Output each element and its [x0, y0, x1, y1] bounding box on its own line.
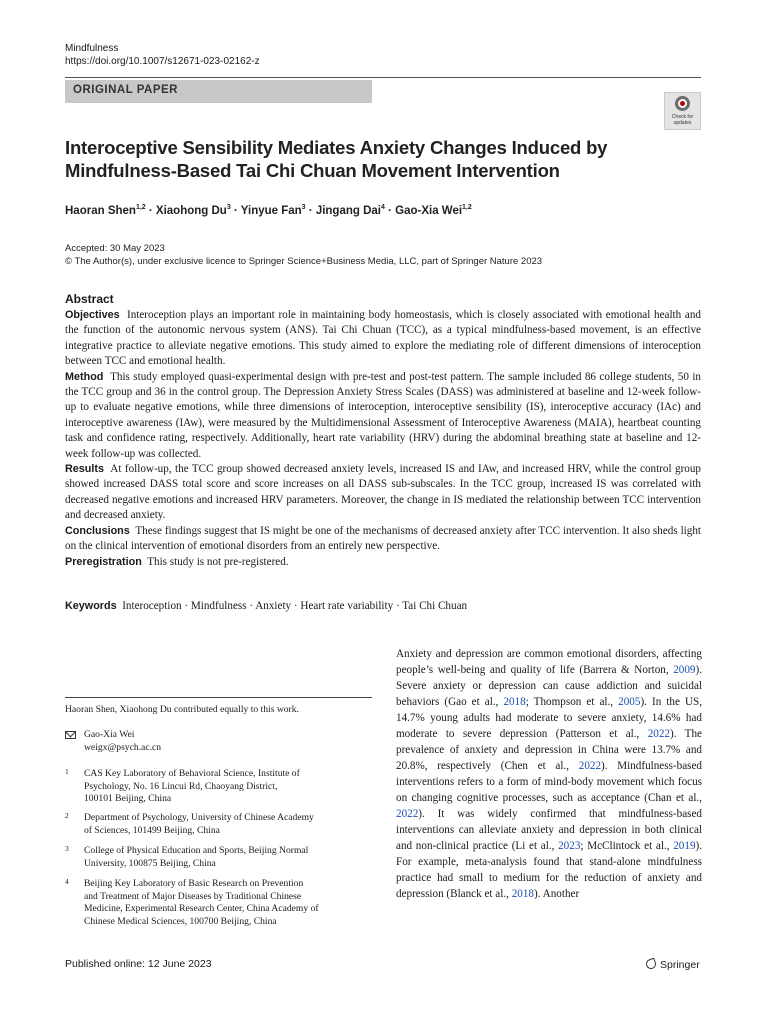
affiliation-line: CAS Key Laboratory of Behavioral Science, Institute of — [84, 768, 300, 779]
abstract-conclusions: Conclusions These findings suggest that IS might be one of the mechanisms of decreased anxiety after TCC intervention. It also sheds light on the clinical intervention of emotional disorders from an entirely new perspective. — [65, 524, 701, 553]
keywords-text: Interoception · Mindfulness · Anxiety · Heart rate variability · Tai Chi Chuan — [122, 600, 468, 612]
corresponding-email[interactable]: weigx@psych.ac.cn — [84, 741, 162, 753]
accepted-date: Accepted: 30 May 2023 — [65, 243, 165, 254]
citation-link[interactable]: 2023 — [558, 840, 581, 852]
body-text-segment: ; Thompson et al., — [525, 696, 619, 708]
affiliation-line: Medicine, Experimental Research Center, China Academy of — [84, 903, 319, 915]
badge-label-2: updates — [673, 120, 692, 126]
body-paragraph — [396, 646, 702, 902]
abstract-body — [65, 308, 701, 570]
affiliation-number: 2 — [65, 811, 69, 820]
author-name[interactable]: Jingang Dai — [315, 204, 381, 217]
affiliation-number: 1 — [65, 767, 69, 776]
citation-link[interactable]: 2018 — [503, 696, 526, 708]
article-dates — [65, 243, 542, 268]
affiliation-number: 3 — [65, 844, 69, 853]
envelope-icon — [65, 731, 76, 739]
body-text-segment: ). Mindfulness-based interventions refers to a form of mind-body movement which focus on changing cognitive processes, such as acceptance (Chan et al., — [396, 760, 703, 804]
abstract-objectives: Objectives Interoception plays an important role in maintaining body homeostasis, which is closely associated with emotional health and the function of the autonomic nervous system (ANS). Tai Chi Chuan (TCC), as a typical mindfulness-based movement, is an effective integrative practice to alleviate negative emotions. This study aimed to explore the mediating role of different dimensions of interoception between TCC and emotional health. — [65, 309, 701, 368]
article-type-label: ORIGINAL PAPER — [73, 84, 178, 96]
equal-contribution-note: Haoran Shen, Xiaohong Du contributed equally to this work. — [65, 704, 299, 715]
publisher-logo — [646, 959, 700, 971]
citation-link[interactable]: 2022 — [647, 728, 670, 740]
affiliation-line: and Treatment of Major Diseases by Traditional Chinese — [84, 890, 302, 902]
body-text-segment: ). In the US, 14.7% young adults had moderate to severe anxiety, 14.6% had moderate to severe depression (Patterson et al., — [396, 696, 703, 740]
body-text-segment: ). Another — [534, 888, 580, 900]
affiliation-line: College of Physical Education and Sports, Beijing Normal — [84, 845, 309, 856]
affiliation-line: University, 100875 Beijing, China — [84, 857, 216, 869]
affiliation-line: Chinese Medical Sciences, 100700 Beijing, China — [84, 915, 277, 927]
springer-horse-icon — [645, 958, 658, 971]
affiliation-line: Department of Psychology, University of Chinese Academy — [84, 812, 314, 823]
author-name[interactable]: Gao-Xia Wei — [395, 204, 463, 217]
affiliation-entry — [84, 768, 300, 806]
body-text-segment: ). For example, meta-analysis found that stand-alone mindfulness practice had small to medium for the reduction of anxiety and depression (Blanck et al., — [396, 840, 703, 900]
abstract-method: Method This study employed quasi-experimental design with pre-test and post-test pattern. The sample included 86 college students, 50 in the TCC group and 36 in the control group. The Depression Anxiety Stress Scales (DASS) was administered at baseline and 12-week follow-up to evaluate negative emotions, while three dimensions of interoception, interoceptive sensibility (IS), interoceptive accuracy (IAc) and interoceptive awareness (IAw), were measured by the Multidimensional Assessment of Interoceptive Awareness (MAIA), heartbeat counting task and confidence rating, respectively. Additionally, heart rate variability (HRV) during the abdominal breathing state at baseline and 12-week follow-up was collected. — [65, 370, 701, 460]
copyright-line: © The Author(s), under exclusive licence to Springer Science+Business Media, LLC, part of Springer Nature 2023 — [65, 255, 543, 267]
affiliation-entry — [84, 812, 314, 837]
author-affiliation-marker: 3 — [301, 204, 306, 211]
corresponding-author — [84, 729, 161, 754]
affiliation-line: of Sciences, 101499 Beijing, China — [84, 824, 220, 836]
update-check-icon — [675, 96, 690, 111]
author-name[interactable]: Yinyue Fan — [240, 204, 302, 217]
abstract-heading: Abstract — [65, 292, 114, 306]
journal-name: Mindfulness — [65, 43, 119, 54]
title-line-1: Interoceptive Sensibility Mediates Anxiety Changes Induced by — [65, 137, 608, 158]
author-affiliation-marker: 1,2 — [462, 204, 472, 211]
author-affiliation-marker: 1,2 — [135, 204, 146, 211]
affiliation-number: 4 — [65, 877, 69, 886]
check-for-updates-badge[interactable] — [664, 92, 701, 130]
author-separator: · — [384, 204, 396, 217]
body-text-segment: Anxiety and depression are common emotional disorders, affecting people’s well-being and quality of life (Barrera & Norton, — [396, 648, 702, 676]
header-rule — [65, 77, 701, 78]
author-name[interactable]: Haoran Shen — [65, 204, 136, 217]
citation-link[interactable]: 2018 — [511, 888, 534, 900]
citation-link[interactable]: 2005 — [618, 696, 641, 708]
citation-link[interactable]: 2022 — [396, 808, 419, 820]
citation-link[interactable]: 2022 — [578, 760, 602, 772]
author-list — [65, 204, 472, 217]
author-name[interactable]: Xiaohong Du — [155, 204, 227, 217]
keywords-label: Keywords — [65, 600, 117, 612]
article-title — [65, 136, 685, 182]
title-line-2: Mindfulness-Based Tai Chi Chuan Movement Intervention — [65, 160, 560, 181]
author-separator: · — [305, 204, 316, 217]
affiliation-line: 100101 Beijing, China — [84, 793, 172, 805]
abstract-results: Results At follow-up, the TCC group showed decreased anxiety levels, increased IS and IAw, and increased HRV, while the control group showed increased DASS total score and score increases on all DASS sub-subscales. In the TCC group, increased IS was correlated with decreased negative emotions and increased HRV parameters. Moreover, the change in IS mediated the relationship between TCC intervention and decreased anxiety. — [65, 463, 701, 522]
badge-label-1: Check for — [671, 114, 694, 120]
body-text-segment: ). It was widely confirmed that mindfulness-based interventions can alleviate anxiety and depression in both clinical and non-clinical practice (Li et al., — [396, 808, 702, 852]
body-text-segment: ). Severe anxiety or depression can cause addiction and suicidal behaviors (Gao et al., — [396, 664, 702, 708]
affiliation-entry — [84, 878, 319, 928]
author-separator: · — [230, 204, 241, 217]
publisher-name: Springer — [660, 959, 700, 971]
journal-header — [65, 42, 260, 68]
citation-link[interactable]: 2009 — [673, 664, 696, 676]
body-text-segment: ). The prevalence of anxiety and depression in China were 13.7% and 20.8%, respectively (Chen et al., — [396, 728, 702, 772]
author-affiliation-marker: 4 — [381, 204, 385, 211]
abstract-preregistration: Preregistration This study is not pre-registered. — [65, 555, 289, 568]
corresponding-name: Gao-Xia Wei — [84, 729, 135, 740]
doi-link[interactable]: https://doi.org/10.1007/s12671-023-02162-z — [65, 56, 260, 67]
author-affiliation-marker: 3 — [226, 204, 231, 211]
citation-link[interactable]: 2019 — [673, 840, 696, 852]
footnote-rule — [65, 697, 372, 698]
article-type-banner — [65, 80, 372, 103]
author-separator: · — [145, 204, 156, 217]
affiliation-line: Beijing Key Laboratory of Basic Research on Prevention — [84, 878, 304, 889]
affiliation-entry — [84, 845, 308, 870]
published-date: Published online: 12 June 2023 — [65, 958, 212, 970]
affiliation-line: Psychology, No. 16 Lincui Rd, Chaoyang District, — [84, 780, 278, 792]
body-text-segment: ; McClintock et al., — [580, 840, 674, 852]
keywords — [65, 600, 467, 612]
